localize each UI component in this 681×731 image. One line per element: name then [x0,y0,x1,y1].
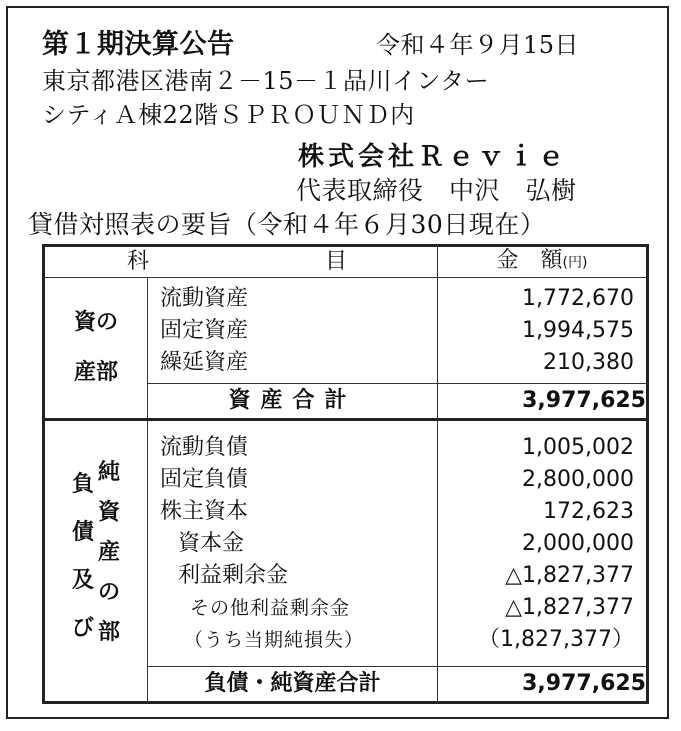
assets-total-value: 3,977,625 [438,384,648,420]
liabilities-label-char: 資 [98,500,121,525]
liability-item-label-text: その他利益剰余金 [190,596,351,619]
liability-item-value: 172,623 [543,498,634,524]
liabilities-item-values [438,420,648,667]
liability-item-label [148,432,437,464]
assets-label-2: 産部 [73,360,118,385]
liability-item-label [148,624,437,656]
liabilities-label-char: 負 [71,472,94,497]
asset-item-label-text: 固定資産 [160,317,249,343]
liabilities-total-value: 3,977,625 [438,667,648,703]
liability-item-label [148,560,437,592]
header-kamoku [44,246,438,278]
liabilities-label-char: び [71,616,94,641]
representative: 代表取締役 中沢 弘樹 [296,176,577,205]
liabilities-label-char: 債 [71,520,94,545]
balance-sheet-subtitle: 貸借対照表の要旨（令和４年６月30日現在） [28,210,546,239]
company-name: 株式会社Ｒｅｖｉｅ [298,142,569,172]
liability-item-value: 2,000,000 [522,530,634,556]
liabilities-label-char: 純 [98,460,121,485]
liability-item-label-text: 株主資本 [160,498,249,524]
liability-item-label [148,528,437,560]
liabilities-items-row [44,420,648,667]
liability-item-label-text: 流動負債 [160,434,249,460]
notice-title: 第１期決算公告 [42,29,235,60]
assets-total-label: 資産合計 [148,384,438,420]
header-kamoku-2: 目 [324,249,347,274]
company-address-line1: 東京都港区港南２－15－１品川インター [42,67,490,95]
liability-item-label-text: 固定負債 [160,466,249,492]
liability-item-value: （1,827,377） [478,626,634,652]
liabilities-label-char: の [98,580,121,605]
notice-date: 令和４年９月15日 [376,31,580,59]
balance-sheet-table [42,244,649,704]
asset-item-value: 1,994,575 [522,317,634,343]
table-header-row [44,246,648,278]
asset-item-label [148,283,437,315]
liability-item-label [148,592,437,624]
liability-item-value: △1,827,377 [505,562,634,588]
header-amount [438,246,648,278]
company-address-line2: シティＡ棟22階ＳＰＲＯＵＮＤ内 [42,101,415,129]
liabilities-total-label: 負債・純資産合計 [148,667,438,703]
assets-item-values [438,278,648,384]
assets-label-1: 資の [73,310,118,335]
liability-item-value: 1,005,002 [522,434,634,460]
asset-item-label-text: 繰延資産 [160,349,249,375]
asset-item-label-text: 流動資産 [160,285,249,311]
assets-section-label [44,278,148,420]
header-unit: (円) [562,255,588,271]
asset-item-value: 210,380 [543,349,634,375]
liabilities-item-labels [148,420,438,667]
liabilities-label-char: 部 [98,620,121,645]
liability-item-value: △1,827,377 [505,594,634,620]
asset-item-label [148,315,437,347]
liabilities-section-label [44,420,148,703]
liabilities-label-char: 及 [71,568,94,593]
asset-item-value: 1,772,670 [522,285,634,311]
liability-item-label [148,496,437,528]
liabilities-label-char: 産 [98,540,121,565]
assets-item-labels [148,278,438,384]
header-amount-label: 金 額 [496,248,563,273]
liability-item-label-text: （うち当期純損失） [184,628,365,651]
header-kamoku-1: 科 [127,249,150,274]
liability-item-label-text: 利益剰余金 [178,562,289,588]
assets-items-row [44,278,648,384]
liability-item-value: 2,800,000 [522,466,634,492]
asset-item-label [148,347,437,379]
liability-item-label [148,464,437,496]
liability-item-label-text: 資本金 [178,530,245,556]
